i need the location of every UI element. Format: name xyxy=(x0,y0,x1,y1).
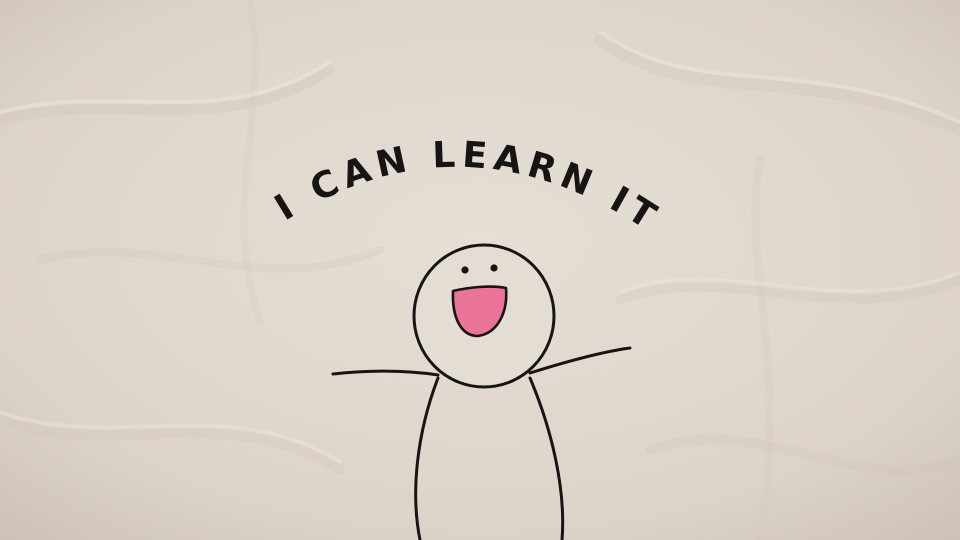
slogan-text-content: I CAN LEARN IT xyxy=(268,134,668,241)
right-eye xyxy=(490,264,497,271)
slogan-text xyxy=(268,135,668,241)
figure-body-right xyxy=(530,378,563,540)
figure-body xyxy=(416,378,438,540)
left-arm xyxy=(333,371,438,375)
left-eye xyxy=(461,266,468,273)
